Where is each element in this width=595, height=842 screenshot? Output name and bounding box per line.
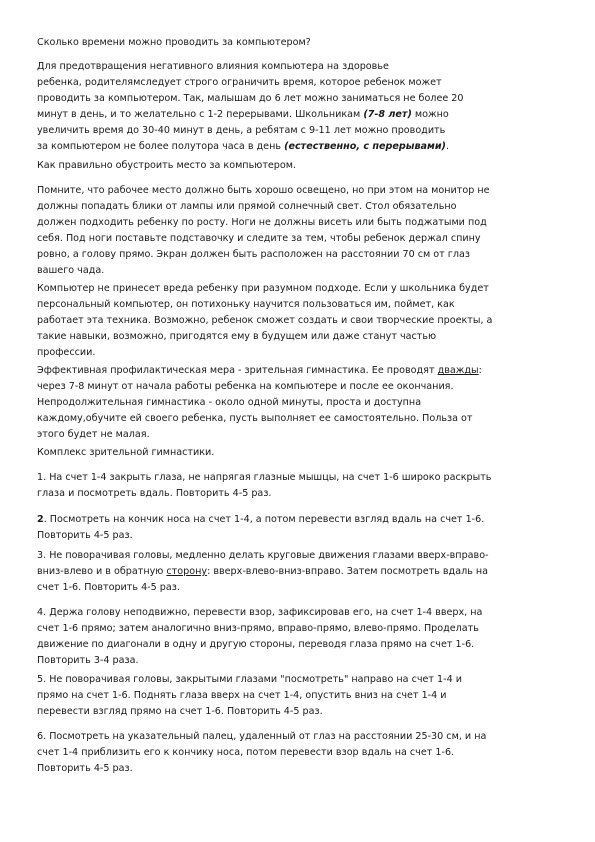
text-line: Повторить 4-5 раз. (37, 530, 133, 541)
exercise-5 (37, 672, 559, 720)
paragraph-computer-benefits (37, 281, 559, 361)
text-span: за компьютером не более полутора часа в день (37, 141, 285, 152)
exercise-3 (37, 548, 559, 596)
text-line: 3. Не поворачивая головы, медленно делать круговые движения глазами вверх-вправо- (37, 550, 489, 561)
section-heading-exercises (37, 445, 559, 461)
text-line: профессии. (37, 347, 96, 358)
exercise-6 (37, 729, 559, 777)
underlined-side: сторону (166, 566, 208, 577)
text-line: счет 1-6. Повторить 4-5 раз. (37, 582, 180, 593)
paragraph-eye-gymnastics (37, 363, 559, 443)
emphasis-breaks: (естественно, с перерывами) (284, 141, 446, 152)
text-line: такие навыки, возможно, пригодятся ему в будущем или даже станут частью (37, 331, 437, 342)
exercise-number: 2 (37, 514, 44, 525)
text-line: 4. Держа голову неподвижно, перевести взор, зафиксировав его, на счет 1-4 вверх, на (37, 607, 483, 618)
underlined-twice: дважды (437, 365, 479, 376)
text-line: персональный компьютер, он потихоньку научится пользоваться им, поймет, как (37, 299, 455, 310)
text-line (37, 139, 559, 155)
text-line: этого будет не малая. (37, 429, 150, 440)
text-line: глаза и посмотреть вдаль. Повторить 4-5 раз. (37, 488, 272, 499)
text-line: 5. Не поворачивая головы, закрытыми глазами "посмотреть" направо на счет 1-4 и (37, 674, 463, 685)
exercise-2 (37, 512, 559, 544)
text-line: проводить за компьютером. Так, малышам до 6 лет можно заниматься не более 20 (37, 93, 464, 104)
text-line (37, 564, 559, 580)
text-line (37, 512, 559, 528)
text-line (37, 107, 559, 123)
text-line: Компьютер не принесет вреда ребенку при разумном подходе. Если у школьника будет (37, 283, 489, 294)
text-line: Повторить 4-5 раз. (37, 763, 133, 774)
text-span: . Посмотреть на кончик носа на счет 1-4, а потом перевести взгляд вдаль на счет 1-6. (43, 514, 485, 525)
text-span: вниз-влево и в обратную (37, 566, 167, 577)
text-line: 6. Посмотреть на указательный палец, удаленный от глаз на расстоянии 25-30 см, и на (37, 731, 487, 742)
heading-line: Как правильно обустроить место за компьютером. (37, 160, 297, 171)
text-line: через 7-8 минут от начала работы ребенка на компьютере и после ее окончания. (37, 381, 454, 392)
text-line: Помните, что рабочее место должно быть хорошо освещено, но при этом на монитор не (37, 185, 490, 196)
paragraph-workplace (37, 183, 559, 279)
text-span: Эффективная профилактическая мера - зрительная гимнастика. Ее проводят (37, 365, 438, 376)
text-span: можно (411, 109, 449, 120)
text-line: вашего чада. (37, 265, 105, 276)
text-span: . (445, 141, 450, 152)
text-span: : (478, 365, 482, 376)
emphasis-age: (7-8 лет) (363, 109, 412, 120)
section-heading-workplace (37, 158, 559, 174)
text-line: перевести взгляд прямо на счет 1-6. Повторить 4-5 раз. (37, 706, 323, 717)
text-line: ребенка, родителямследует строго ограничить время, которое ребенок может (37, 77, 442, 88)
text-line: должен подходить ребенку по росту. Ноги не должны висеть или быть поджатыми под (37, 217, 487, 228)
text-line: 1. На счет 1-4 закрыть глаза, не напрягая глазные мышцы, на счет 1-6 широко раскрыть (37, 472, 492, 483)
exercise-1 (37, 470, 559, 502)
text-line: Непродолжительная гимнастика - около одной минуты, проста и доступна (37, 397, 422, 408)
text-line: движение по диагонали в одну и другую стороны, переводя глаза прямо на счет 1-6. (37, 639, 475, 650)
text-span: : вверх-влево-вниз-вправо. Затем посмотреть вдаль на (207, 566, 489, 577)
title-line: Сколько времени можно проводить за компьютером? (37, 37, 311, 48)
text-line: себя. Под ноги поставьте подставочку и следите за тем, чтобы ребенок держал спину (37, 233, 481, 244)
document-title (37, 35, 559, 51)
text-line: каждому,обучите ей своего ребенка, пусть выполняет ее самостоятельно. Польза от (37, 413, 473, 424)
text-line: увеличить время до 30-40 минут в день, а ребятам с 9-11 лет можно проводить (37, 125, 446, 136)
text-line: прямо на счет 1-6. Поднять глаза вверх на счет 1-4, опустить вниз на счет 1-4 и (37, 690, 447, 701)
text-line: должны попадать блики от лампы или прямой солнечный свет. Стол обязательно (37, 201, 457, 212)
paragraph-time-limits (37, 59, 559, 155)
text-line: Повторить 3-4 раза. (37, 655, 139, 666)
text-line: Для предотвращения негативного влияния компьютера на здоровье (37, 61, 389, 72)
text-line (37, 363, 559, 379)
text-line: работает эта техника. Возможно, ребенок сможет создать и свои творческие проекты, а (37, 315, 493, 326)
text-line: счет 1-4 приблизить его к кончику носа, потом перевести взор вдаль на счет 1-6. (37, 747, 455, 758)
exercise-4 (37, 605, 559, 669)
text-span: минут в день, и то желательно с 1-2 перерывами. Школьникам (37, 109, 364, 120)
text-line: ровно, а голову прямо. Экран должен быть расположен на расстоянии 70 см от глаз (37, 249, 470, 260)
heading-line: Комплекс зрительной гимнастики. (37, 447, 215, 458)
text-line: счет 1-6 прямо; затем аналогично вниз-прямо, вправо-прямо, влево-прямо. Проделать (37, 623, 479, 634)
